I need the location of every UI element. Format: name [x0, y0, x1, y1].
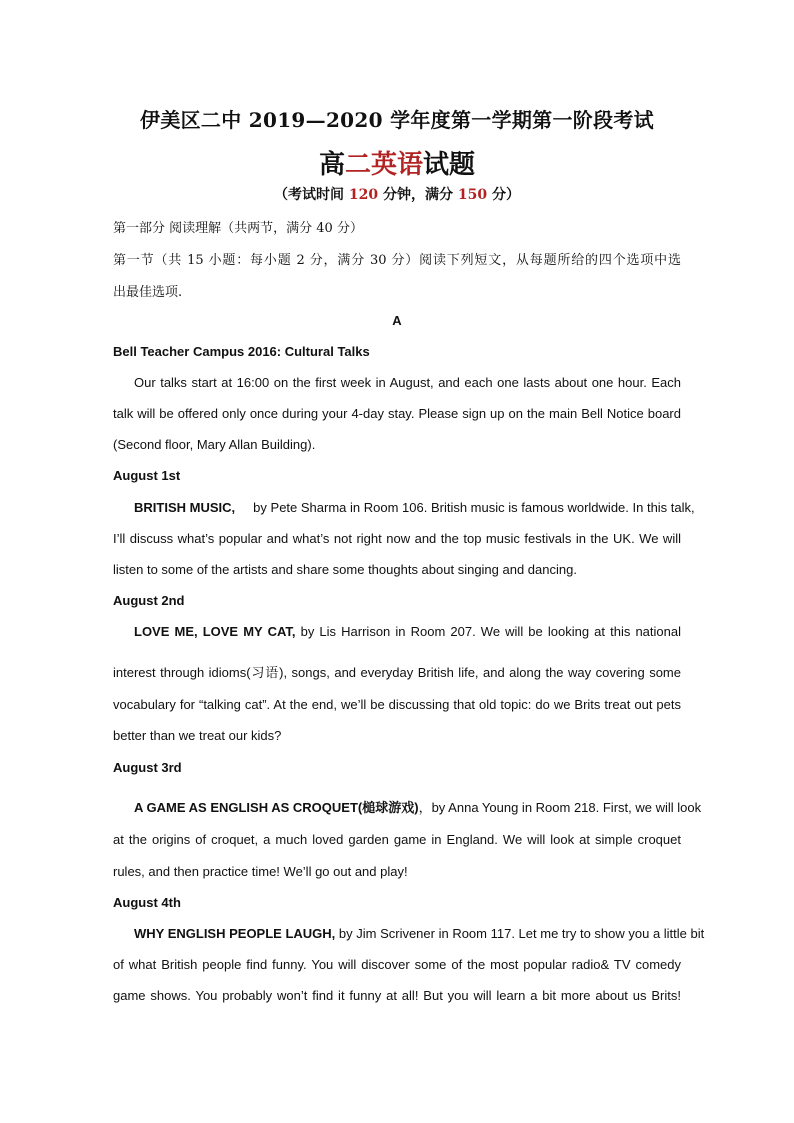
talk-aug1-line1 — [134, 500, 695, 515]
talk-aug2-desc: by Lis Harrison in Room 207. We will be looking at this national — [295, 624, 681, 639]
talk-aug3-line2: at the origins of croquet, a much loved garden game in England. We will look at simple croquet — [113, 832, 681, 847]
talk-aug4-desc: by Jim Scrivener in Room 117. Let me try to show you a little bit — [335, 926, 705, 941]
duration-middle: 分钟，满分 — [378, 187, 458, 203]
talk-aug3-line3: rules, and then practice time! We’ll go out and play! — [113, 864, 408, 879]
talk-aug3-line1 — [134, 797, 702, 816]
talk-aug2-line2: interest through idioms(习语), songs, and everyday British life, and along the way covering some — [113, 665, 681, 680]
subject-title-highlight: 二英语 — [344, 150, 423, 180]
time-value: 120 — [348, 187, 379, 203]
intro-line-3: (Second floor, Mary Allan Building). — [113, 437, 316, 452]
score-value: 150 — [457, 187, 488, 203]
section1-instruction-line1: 第一节（共 15 小题：每小题 2 分，满分 30 分）阅读下列短文，从每题所给的四个选项中选 — [113, 253, 681, 268]
subject-title — [0, 144, 794, 181]
talk-aug4-line1 — [134, 926, 705, 941]
talk-title-aug2: LOVE ME, LOVE MY CAT, — [134, 624, 296, 639]
talk-aug2-line1 — [134, 624, 681, 639]
passage-title: Bell Teacher Campus 2016: Cultural Talks — [113, 344, 370, 359]
exam-title — [0, 104, 794, 133]
subject-title-part: 高 — [318, 150, 345, 180]
talk-title-aug3: A GAME AS ENGLISH AS CROQUET(槌球游戏) — [134, 800, 419, 815]
date-heading-aug4: August 4th — [113, 895, 181, 910]
date-heading-aug1: August 1st — [113, 468, 181, 483]
talk-aug4-line3: game shows. You probably won’t find it funny at all! But you will learn a bit more about us Brits! — [113, 988, 681, 1003]
passage-label: A — [392, 313, 402, 328]
date-heading-aug2: August 2nd — [113, 593, 185, 608]
talk-aug2-line3: vocabulary for “talking cat”. At the end, we’ll be discussing that old topic: do we Brits treat out pets — [113, 697, 681, 712]
talk-aug1-line3: listen to some of the artists and share some thoughts about singing and dancing. — [113, 562, 577, 577]
talk-title-aug4: WHY ENGLISH PEOPLE LAUGH, — [134, 926, 336, 941]
date-heading-aug3: August 3rd — [113, 760, 182, 775]
exam-title-text: 伊美区二中 2019—2020 学年度第一学期第一阶段考试 — [140, 108, 654, 132]
duration-prefix: （考试时间 — [274, 187, 349, 203]
talk-aug4-line2: of what British people find funny. You will discover some of the most popular radio& TV comedy — [113, 957, 681, 972]
talk-aug2-line4: better than we treat our kids? — [113, 728, 282, 743]
intro-line-2: talk will be offered only once during your 4-day stay. Please sign up on the main Bell Notice board — [113, 406, 681, 421]
part1-heading: 第一部分 阅读理解（共两节，满分 40 分） — [113, 221, 363, 236]
talk-aug1-line2: I’ll discuss what’s popular and what’s not right now and the top music festivals in the UK. We will — [113, 531, 681, 546]
exam-duration-score — [0, 184, 794, 204]
talk-title-aug1: BRITISH MUSIC, — [134, 500, 236, 515]
talk-aug3-desc: ，by Anna Young in Room 218. First, we will look — [418, 800, 702, 815]
section1-instruction-line2: 出最佳选项. — [113, 285, 183, 300]
subject-title-part: 试题 — [423, 150, 476, 180]
talk-aug1-desc: by Pete Sharma in Room 106. British music is famous worldwide. In this talk, — [235, 500, 695, 515]
intro-line-1: Our talks start at 16:00 on the first week in August, and each one lasts about one hour. Each — [134, 375, 681, 390]
duration-suffix: 分） — [487, 187, 520, 203]
